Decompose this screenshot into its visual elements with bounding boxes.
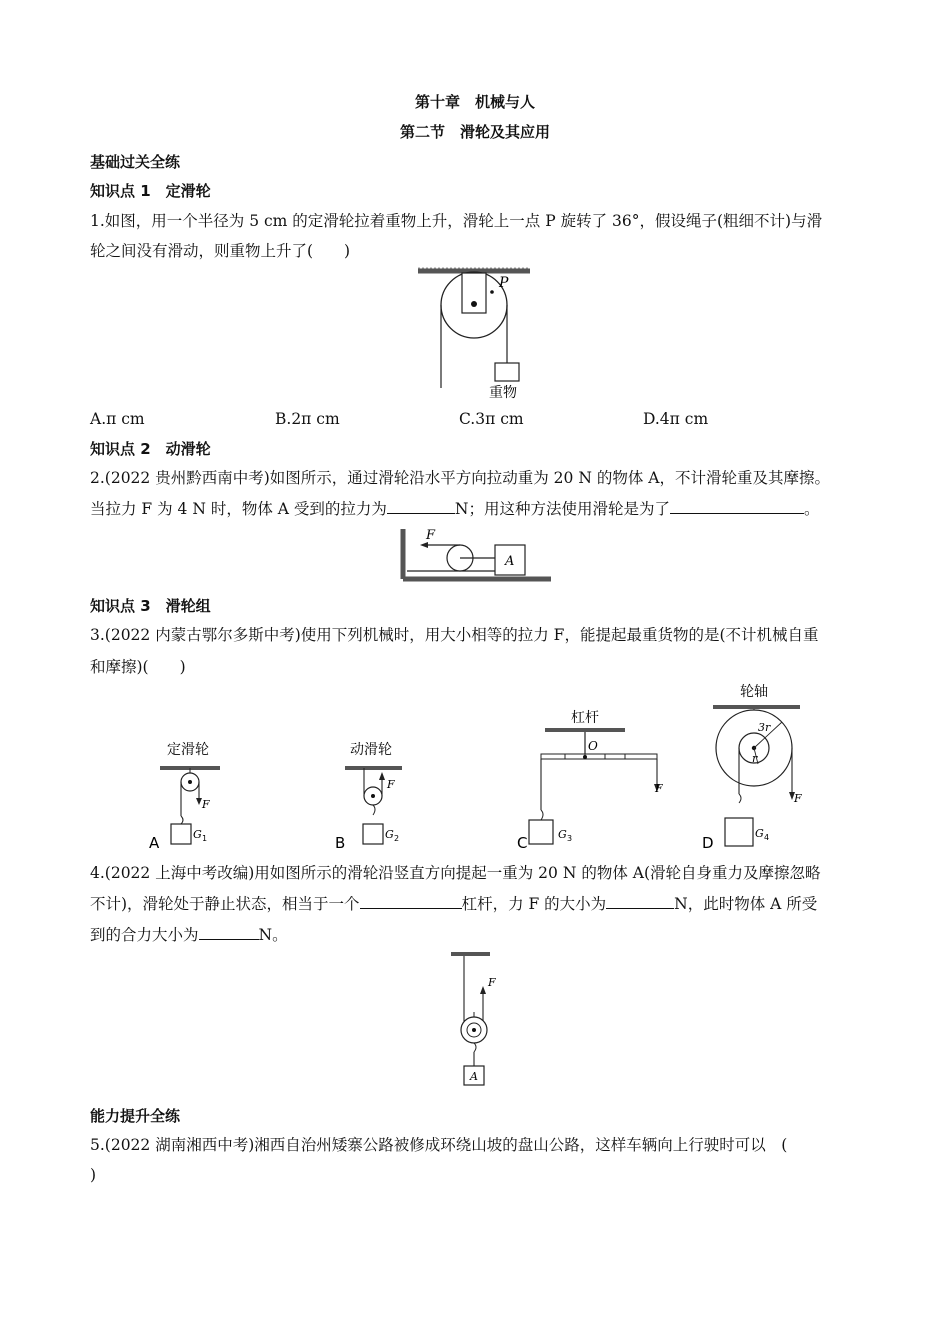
q2-object-label: A <box>505 554 515 569</box>
q1-point-p-label: P <box>499 275 509 291</box>
q3-line2: 和摩擦)( ) <box>90 658 186 676</box>
q3-d-radius-large-label: 3r <box>758 721 771 734</box>
q3-figure-c-lever <box>515 706 685 850</box>
q1-figure-fixed-pulley <box>415 265 535 405</box>
q3-d-radius-small-label: r <box>752 752 758 765</box>
knowledge-point-1: 知识点 1 定滑轮 <box>90 182 211 200</box>
q1-option-a: A.π cm <box>90 410 145 428</box>
q2-text-b: N；用这种方法使用滑轮是为了 <box>454 500 670 518</box>
q3-d-title: 轮轴 <box>740 684 768 700</box>
q1-line2: 轮之间没有滑动，则重物上升了( ) <box>90 242 351 260</box>
q3-b-letter: B <box>335 834 346 852</box>
q3-c-weight-sub: 3 <box>567 834 573 843</box>
q3-c-force-label: F <box>655 782 663 795</box>
q3-b-weight-sub: 2 <box>394 834 400 843</box>
q3-figure-b-movable-pulley <box>332 738 422 850</box>
q3-d-force-label: F <box>794 792 802 805</box>
q4-text-e: N。 <box>258 926 288 944</box>
q3-line1: 3.(2022 内蒙古鄂尔多斯中考)使用下列机械时，用大小相等的拉力 F，能提起最重货物的是(不计机械自重 <box>90 626 819 644</box>
q3-d-weight-sub: 4 <box>764 833 770 842</box>
q3-a-force-label: F <box>202 798 210 811</box>
q2-text-c: 。 <box>803 500 820 518</box>
q1-option-b: B.2π cm <box>275 410 340 428</box>
chapter-title: 第十章 机械与人 <box>414 93 535 111</box>
q2-blank-1[interactable] <box>387 499 455 514</box>
q4-line2 <box>90 894 817 914</box>
q3-c-weight-g: G <box>558 828 567 841</box>
q3-a-letter: A <box>149 834 160 852</box>
q3-b-force-label: F <box>387 778 395 791</box>
section-title: 第二节 滑轮及其应用 <box>399 123 550 141</box>
knowledge-point-3: 知识点 3 滑轮组 <box>90 597 211 615</box>
q4-line3 <box>90 925 288 945</box>
q2-force-label: F <box>426 528 436 543</box>
q3-figure-d-wheel-axle <box>700 680 830 850</box>
q4-object-label: A <box>470 1070 478 1083</box>
q4-text-a: 不计)，滑轮处于静止状态，相当于一个 <box>90 895 360 913</box>
q2-text-a: 当拉力 F 为 4 N 时，物体 A 受到的拉力为 <box>90 500 387 518</box>
q3-a-title: 定滑轮 <box>167 742 209 758</box>
q1-option-c: C.3π cm <box>459 410 524 428</box>
q4-blank-2[interactable] <box>606 894 674 909</box>
q3-d-letter: D <box>702 834 714 852</box>
q4-force-label: F <box>488 976 496 989</box>
q4-line1: 4.(2022 上海中考改编)用如图所示的滑轮沿竖直方向提起一重为 20 N 的物体 A(滑轮自身重力及摩擦忽略 <box>90 864 821 882</box>
q1-weight-label: 重物 <box>489 385 517 401</box>
part-title-advanced: 能力提升全练 <box>90 1107 181 1125</box>
q5-line1: 5.(2022 湖南湘西中考)湘西自治州矮寨公路被修成环绕山坡的盘山公路，这样车辆向上行驶时可以 ( <box>90 1136 788 1154</box>
q3-figure-a-fixed-pulley <box>145 738 235 850</box>
q5-line2: ) <box>90 1166 97 1184</box>
q3-c-letter: C <box>517 834 528 852</box>
q3-c-pivot-label: O <box>588 739 598 753</box>
q3-b-weight-g: G <box>385 828 394 841</box>
q4-text-c: N，此时物体 A 所受 <box>674 895 818 913</box>
q4-text-b: 杠杆，力 F 的大小为 <box>461 895 607 913</box>
q1-option-d: D.4π cm <box>643 410 709 428</box>
q4-blank-3[interactable] <box>199 925 259 940</box>
q4-text-d: 到的合力大小为 <box>90 926 199 944</box>
q2-line1: 2.(2022 贵州黔西南中考)如图所示，通过滑轮沿水平方向拉动重为 20 N 的物体 A，不计滑轮重及其摩擦。 <box>90 469 830 487</box>
q3-c-title: 杠杆 <box>571 710 599 726</box>
q2-blank-2[interactable] <box>670 499 804 514</box>
q3-d-weight-g: G <box>755 827 764 840</box>
q2-line2 <box>90 499 819 519</box>
q4-blank-1[interactable] <box>360 894 462 909</box>
q4-figure-movable-pulley <box>448 950 508 1096</box>
q3-b-title: 动滑轮 <box>350 742 392 758</box>
q3-a-weight-sub: 1 <box>202 834 208 843</box>
q2-figure-movable-pulley <box>398 527 553 585</box>
q3-a-weight-g: G <box>193 828 202 841</box>
part-title-basic: 基础过关全练 <box>90 153 181 171</box>
knowledge-point-2: 知识点 2 动滑轮 <box>90 440 211 458</box>
q1-line1: 1.如图，用一个半径为 5 cm 的定滑轮拉着重物上升，滑轮上一点 P 旋转了 36°，假设绳子(粗细不计)与滑 <box>90 212 823 230</box>
